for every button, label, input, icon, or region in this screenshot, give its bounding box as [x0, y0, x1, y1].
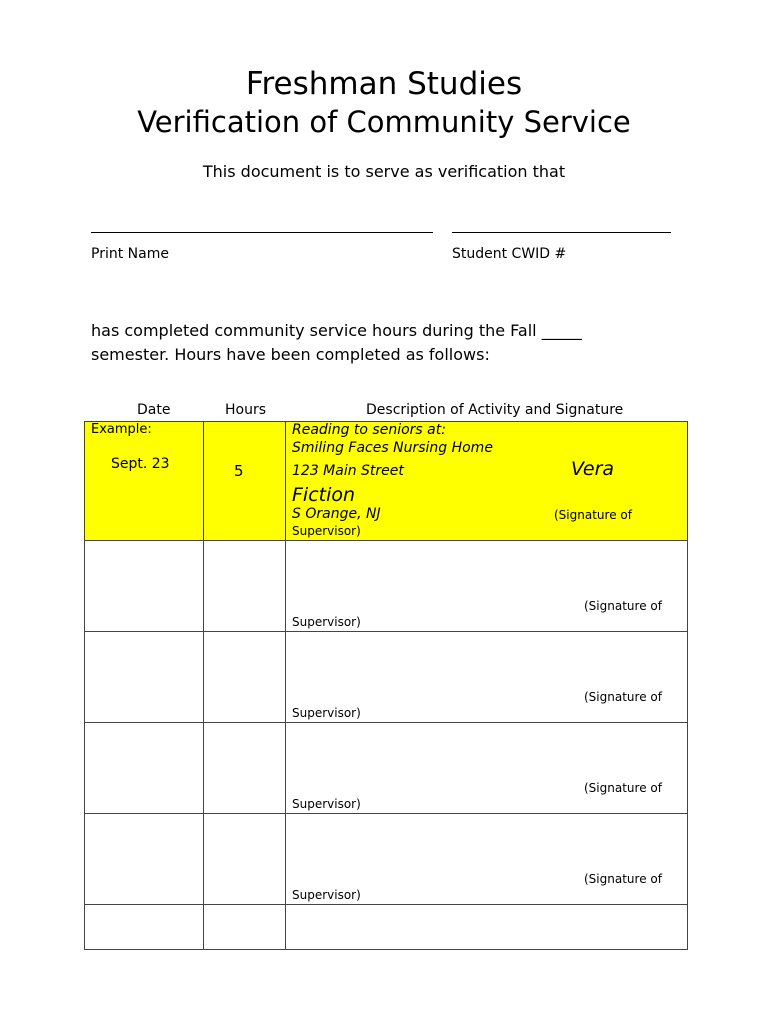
cwid-label: Student CWID # — [452, 246, 567, 262]
document-subtitle: Verification of Community Service — [137, 105, 631, 139]
signature-caption: Supervisor) — [292, 797, 361, 811]
col-header-description: Description of Activity and Signature — [366, 402, 624, 418]
description-cell[interactable] — [286, 723, 688, 814]
signature-caption: Supervisor) — [292, 888, 361, 902]
description-cell[interactable] — [286, 541, 688, 632]
col-header-date: Date — [137, 402, 171, 418]
date-cell[interactable] — [85, 541, 204, 632]
example-description-cell — [286, 422, 688, 541]
cwid-line[interactable] — [452, 232, 671, 233]
hours-cell[interactable] — [204, 905, 286, 950]
description-cell[interactable] — [286, 905, 688, 950]
service-log-table — [84, 421, 688, 950]
signature-caption: (Signature of — [584, 599, 662, 613]
example-desc-line: 123 Main Street — [292, 463, 404, 479]
example-date-cell — [85, 422, 204, 541]
print-name-line[interactable] — [91, 232, 433, 233]
signature-caption: Supervisor) — [292, 615, 361, 629]
signature-caption: (Signature of — [584, 690, 662, 704]
table-row — [85, 541, 688, 632]
table-row — [85, 814, 688, 905]
example-row — [85, 422, 688, 541]
description-cell[interactable] — [286, 814, 688, 905]
description-cell[interactable] — [286, 632, 688, 723]
col-header-hours: Hours — [225, 402, 267, 418]
example-date: Sept. 23 — [111, 456, 170, 472]
example-hours: 5 — [234, 462, 244, 480]
example-desc-line: S Orange, NJ — [292, 506, 381, 522]
example-desc-line: Reading to seniors at: — [292, 422, 446, 438]
statement-line-1: has completed community service hours during the Fall _____ — [91, 321, 582, 340]
table-row — [85, 723, 688, 814]
signature-caption: Supervisor) — [292, 524, 361, 538]
statement-line-2: semester. Hours have been completed as follows: — [91, 345, 490, 364]
example-signature-first: Vera — [571, 458, 615, 480]
signature-caption: (Signature of — [584, 872, 662, 886]
example-signature-last: Fiction — [292, 484, 356, 506]
print-name-label: Print Name — [91, 246, 169, 262]
date-cell[interactable] — [85, 814, 204, 905]
hours-cell[interactable] — [204, 814, 286, 905]
example-label: Example: — [91, 422, 152, 437]
hours-cell[interactable] — [204, 541, 286, 632]
date-cell[interactable] — [85, 632, 204, 723]
signature-caption: (Signature of — [584, 781, 662, 795]
table-row — [85, 632, 688, 723]
table-row — [85, 905, 688, 950]
date-cell[interactable] — [85, 905, 204, 950]
intro-text: This document is to serve as verification that — [202, 162, 566, 181]
signature-caption: Supervisor) — [292, 706, 361, 720]
date-cell[interactable] — [85, 723, 204, 814]
signature-caption: (Signature of — [554, 508, 632, 522]
hours-cell[interactable] — [204, 632, 286, 723]
example-hours-cell — [204, 422, 286, 541]
hours-cell[interactable] — [204, 723, 286, 814]
example-desc-line: Smiling Faces Nursing Home — [292, 440, 493, 456]
document-title: Freshman Studies — [245, 66, 523, 102]
